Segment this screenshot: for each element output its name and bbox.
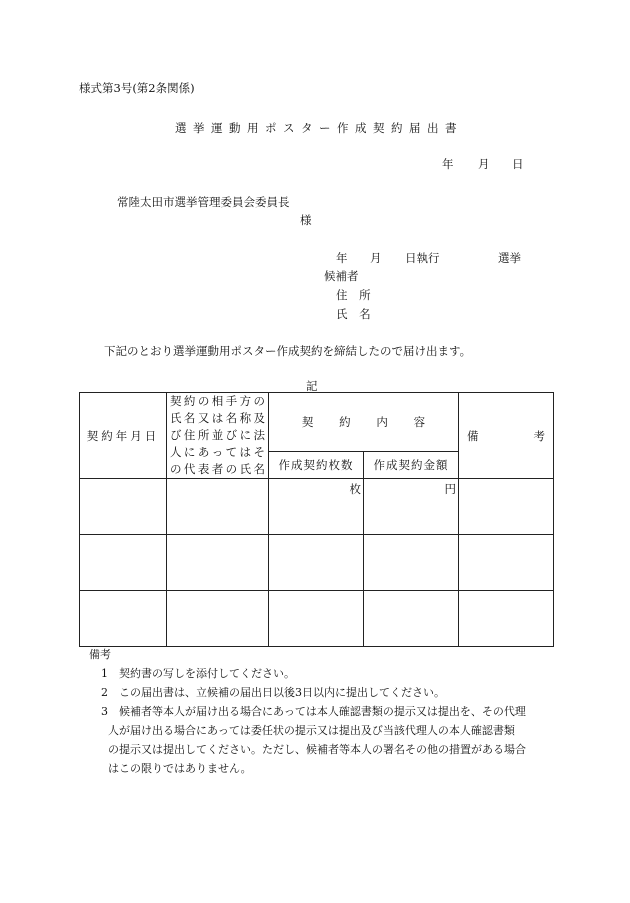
date-month: 月 [478,157,490,171]
table-row [80,479,554,535]
note-item-3: 3 候補者等本人が届け出る場合にあっては本人確認書類の提示又は提出を、その代理 [101,705,526,718]
candidate-name-label: 氏 名 [336,307,371,321]
note-item-3-cont: の提示又は提出してください。ただし、候補者等本人の署名その他の措置がある場合 [108,743,526,756]
header-contract-date: 契約年月日 [80,393,167,479]
header-contract-count: 作成契約枚数 [269,451,364,478]
cell-date [80,479,167,535]
cell-party [167,479,269,535]
party-header-line: 氏名又は名称及 [170,411,265,425]
note-item-2: 2 この届出書は、立候補の届出日以後3日以内に提出してください。 [101,686,445,699]
election-month: 月 [370,251,382,265]
date-year: 年 [442,157,454,171]
note-item-3-cont: はこの限りではありません。 [108,762,252,775]
candidate-address-label: 住 所 [336,288,371,302]
election-day-exec: 日執行 [405,251,440,265]
cell-date [80,535,167,591]
election-year: 年 [336,251,348,265]
table-row [80,591,554,647]
header-contract-content: 契 約 内 容 [269,393,459,452]
cell-remarks [459,479,554,535]
date-day: 日 [512,157,524,171]
cell-amount [364,535,459,591]
party-header-line: 契約の相手方の [170,394,265,408]
party-header-line: の代表者の氏名 [170,462,265,476]
election-label: 選挙 [498,251,521,265]
cell-count [269,591,364,647]
notes-heading: 備考 [89,648,111,661]
cell-remarks [459,591,554,647]
cell-amount: 円 [364,479,459,535]
cell-count: 枚 [269,479,364,535]
addressee-org: 常陸太田市選挙管理委員会委員長 [117,195,290,209]
ki-label: 記 [306,379,318,393]
header-remarks: 備 考 [459,393,554,479]
cell-amount [364,591,459,647]
candidate-label: 候補者 [324,269,359,283]
header-contract-party [167,393,269,479]
document-title: 選挙運動用ポスター作成契約届出書 [175,121,463,135]
party-header-line: び住所並びに法 [170,428,265,442]
note-item-3-cont: 人が届け出る場合にあっては委任状の提示又は提出及び当該代理人の本人確認書類 [108,724,515,737]
cell-party [167,591,269,647]
note-item-1: 1 契約書の写しを添付してください。 [101,667,295,680]
header-contract-amount: 作成契約金額 [364,451,459,478]
cell-count [269,535,364,591]
cell-remarks [459,535,554,591]
party-header-line: 人にあってはそ [170,445,265,459]
cell-party [167,535,269,591]
cell-date [80,591,167,647]
form-number: 様式第3号(第2条関係) [79,81,195,95]
table-row [80,535,554,591]
contract-table [79,392,554,647]
addressee-honorific: 様 [300,213,312,227]
statement: 下記のとおり選挙運動用ポスター作成契約を締結したので届け出ます。 [104,344,472,358]
